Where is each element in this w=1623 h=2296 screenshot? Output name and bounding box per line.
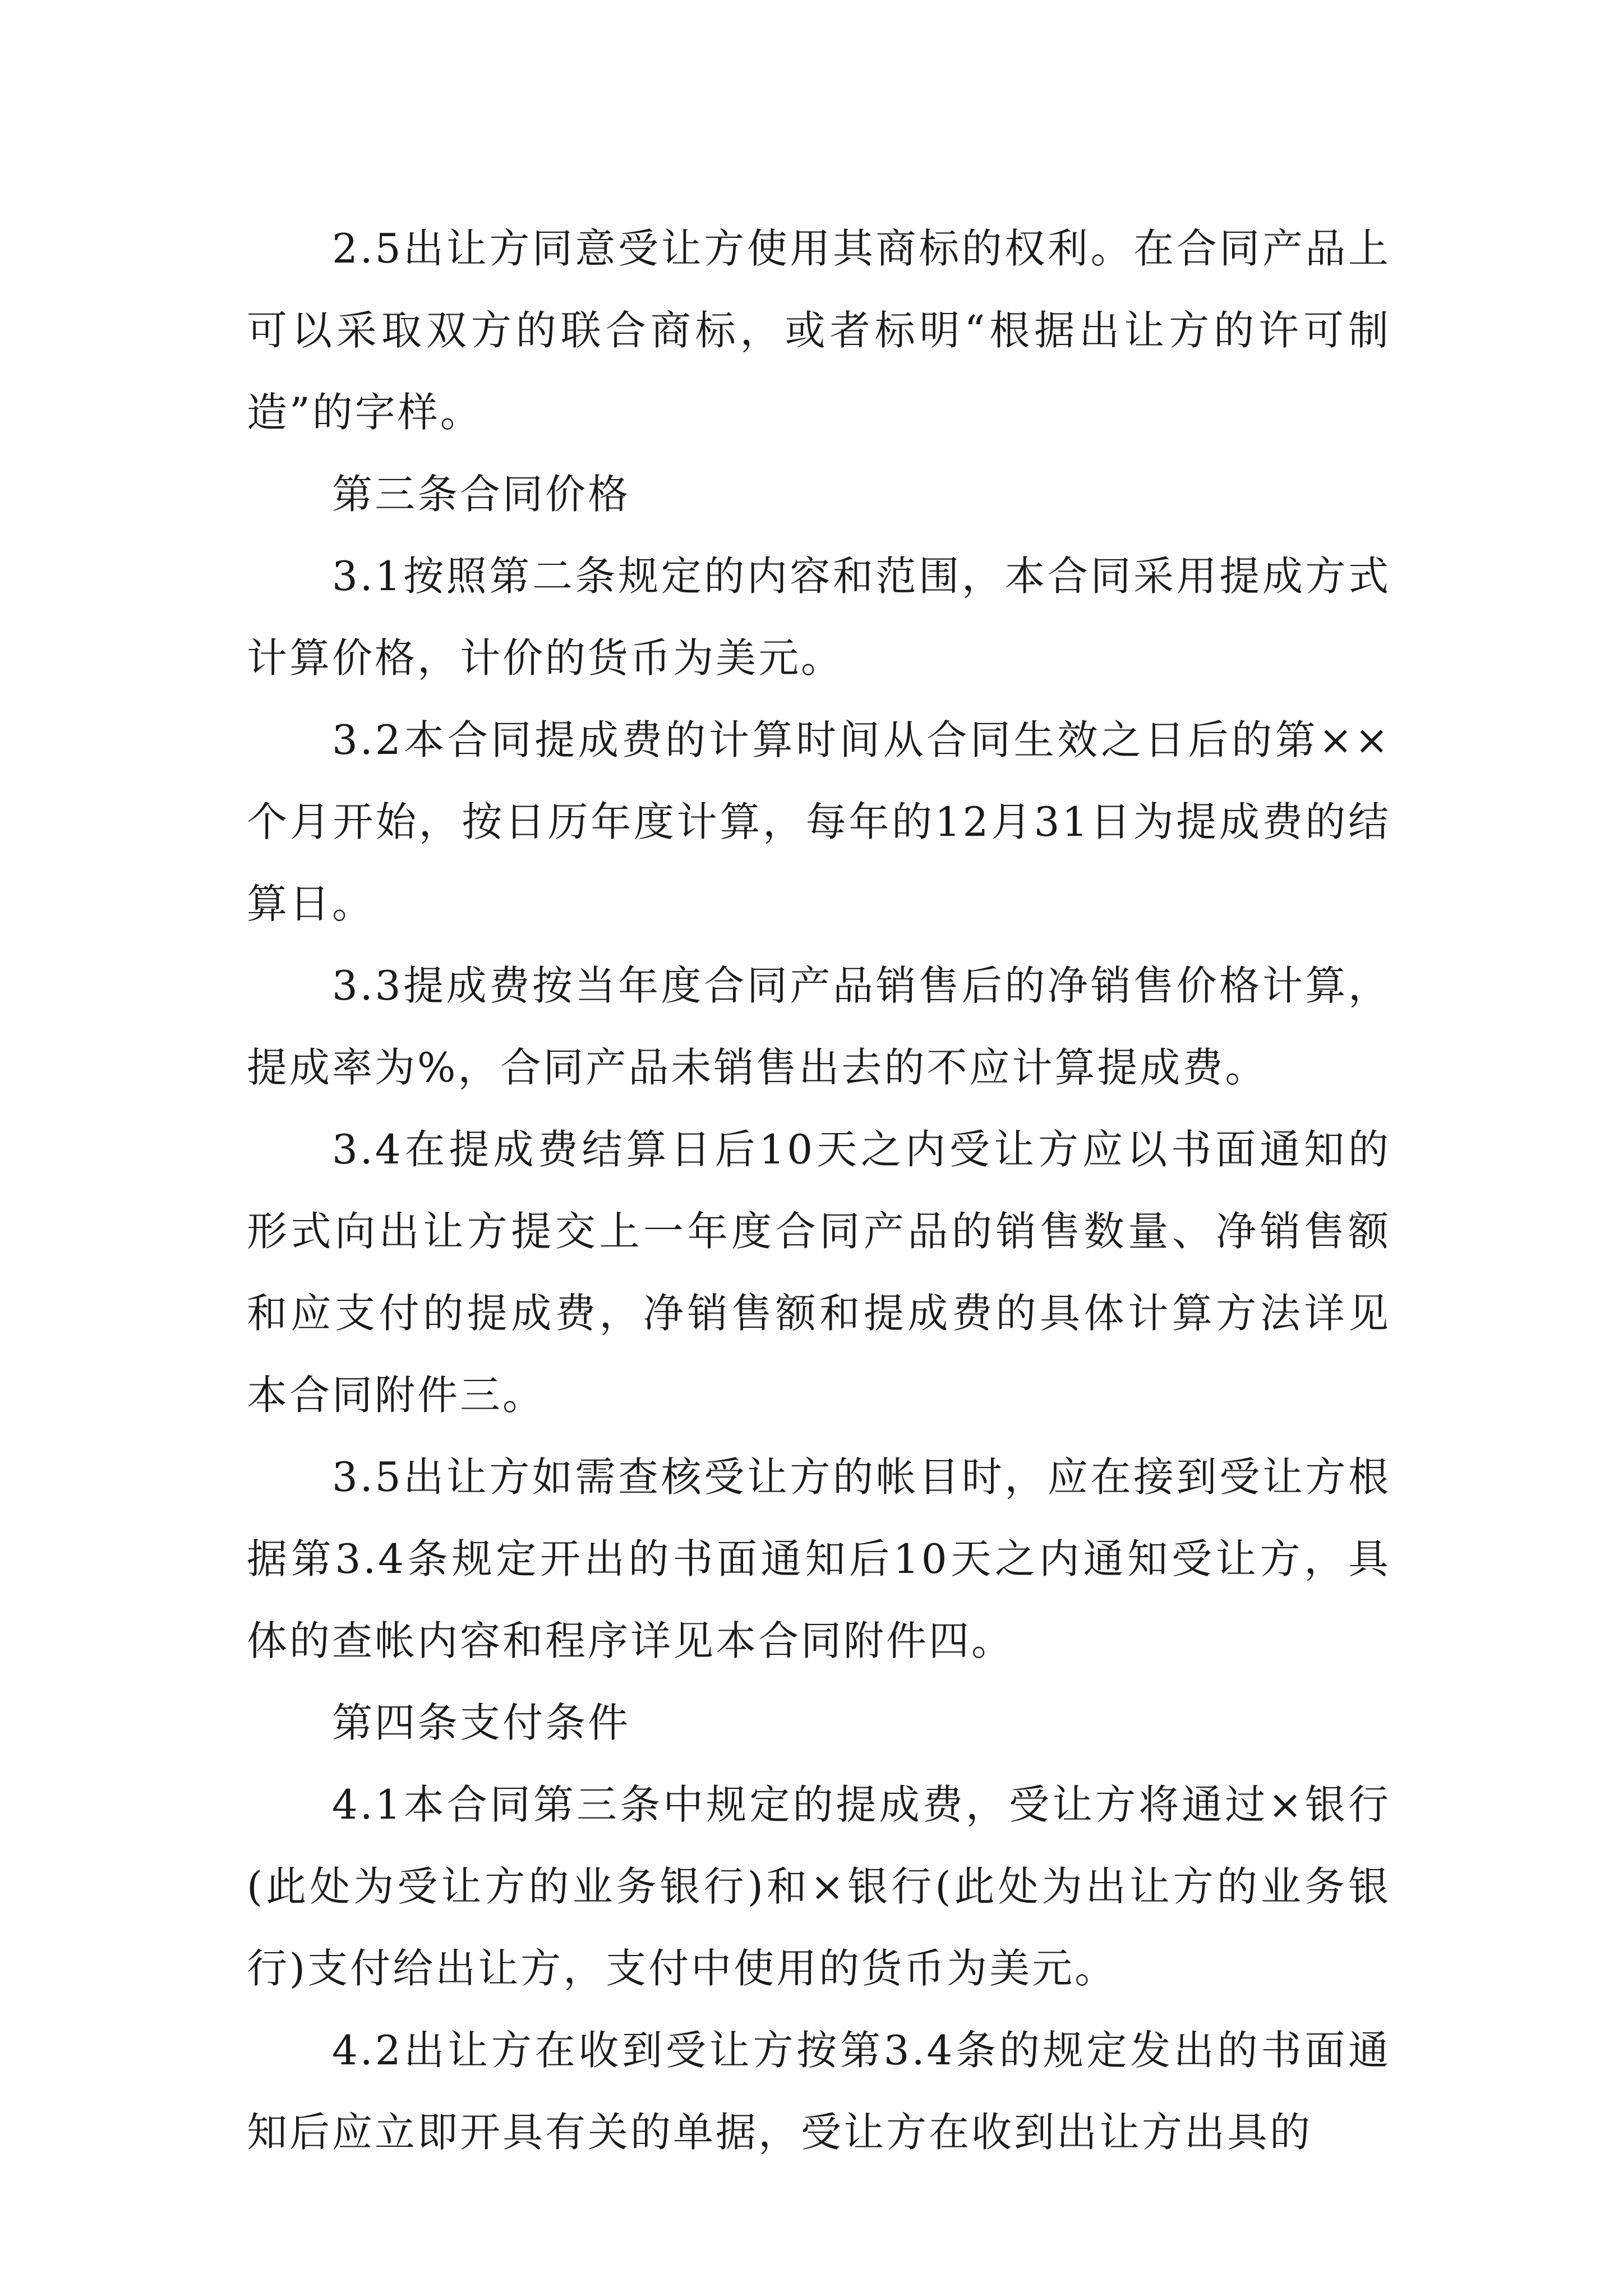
article-3-heading: 第三条合同价格 bbox=[332, 471, 631, 518]
document-body bbox=[247, 208, 1391, 2173]
clause-3-5: 3.5出让方如需查核受让方的帐目时，应在接到受让方根据第3.4条规定开出的书面通知后10天之内通知受让方，具体的查帐内容和程序详见本合同附件四。 bbox=[247, 1453, 1391, 1664]
clause-3-1: 3.1按照第二条规定的内容和范围，本合同采用提成方式计算价格，计价的货币为美元。 bbox=[247, 553, 1391, 682]
article-4-heading: 第四条支付条件 bbox=[332, 1699, 631, 1746]
clause-2-5: 2.5出让方同意受让方使用其商标的权利。在合同产品上可以采取双方的联合商标，或者标明“根据出让方的许可制造”的字样。 bbox=[247, 225, 1391, 436]
clause-3-4: 3.4在提成费结算日后10天之内受让方应以书面通知的形式向出让方提交上一年度合同产品的销售数量、净销售额和应支付的提成费，净销售额和提成费的具体计算方法详见本合同附件三。 bbox=[247, 1126, 1391, 1419]
clause-3-3: 3.3提成费按当年度合同产品销售后的净销售价格计算，提成率为%，合同产品未销售出去的不应计算提成费。 bbox=[247, 962, 1391, 1091]
clause-3-2: 3.2本合同提成费的计算时间从合同生效之日后的第××个月开始，按日历年度计算，每年的12月31日为提成费的结算日。 bbox=[247, 716, 1391, 927]
clause-4-1: 4.1本合同第三条中规定的提成费，受让方将通过×银行(此处为受让方的业务银行)和×银行(此处为出让方的业务银行)支付给出让方，支付中使用的货币为美元。 bbox=[247, 1781, 1391, 1992]
clause-4-2: 4.2出让方在收到受让方按第3.4条的规定发出的书面通知后应立即开具有关的单据，受让方在收到出让方出具的 bbox=[247, 2027, 1391, 2156]
